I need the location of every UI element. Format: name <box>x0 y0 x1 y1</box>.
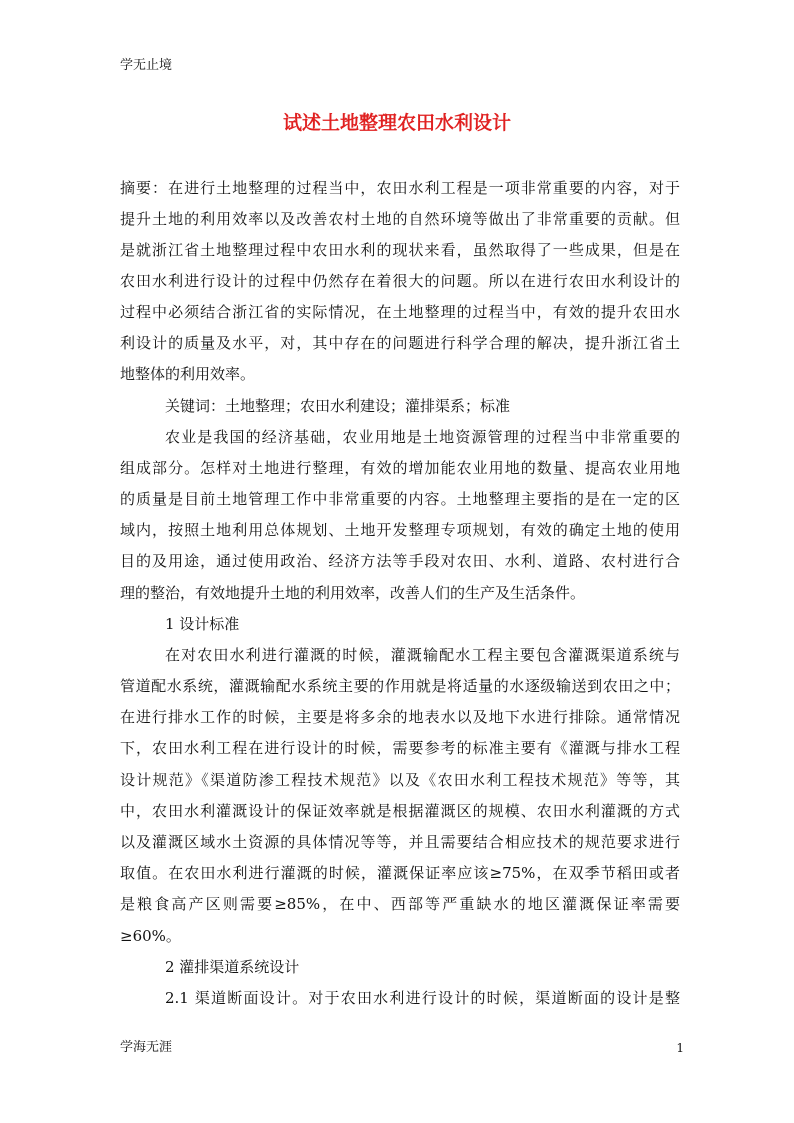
body-line: ≥60%。 <box>120 927 181 945</box>
body-line: 过程中必须结合浙江省的实际情况，在土地整理的过程当中，有效的提升农田水 <box>120 303 680 321</box>
body-line: 组成部分。怎样对土地进行整理，有效的增加能农业用地的数量、提高农业用地 <box>120 459 680 477</box>
page-footer: 学海无涯 <box>120 1040 173 1055</box>
subsection-line: 2.1 渠道断面设计。对于农田水利进行设计的时候，渠道断面的设计是整 <box>165 989 680 1007</box>
body-line: 域内，按照土地利用总体规划、土地开发整理专项规划，有效的确定土地的使用 <box>120 521 680 539</box>
body-line: 是就浙江省土地整理过程中农田水利的现状来看，虽然取得了一些成果，但是在 <box>120 241 680 259</box>
section-heading: 2 灌排渠道系统设计 <box>165 958 300 976</box>
body-line: 取值。在农田水利进行灌溉的时候，灌溉保证率应该≥75%，在双季节稻田或者 <box>120 864 680 882</box>
body-line: 是粮食高产区则需要≥85%，在中、西部等严重缺水的地区灌溉保证率需要 <box>120 895 680 913</box>
body-line: 农业是我国的经济基础，农业用地是土地资源管理的过程当中非常重要的 <box>165 428 680 446</box>
page-number: 1 <box>676 1041 684 1055</box>
body-line: 地整体的利用效率。 <box>120 365 256 383</box>
body-line: 在对农田水利进行灌溉的时候，灌溉输配水工程主要包含灌溉渠道系统与 <box>165 646 680 664</box>
body-line: 管道配水系统，灌溉输配水系统主要的作用就是将适量的水逐级输送到农田之中； <box>120 677 680 695</box>
body-line: 以及灌溉区域水土资源的具体情况等等，并且需要结合相应技术的规范要求进行 <box>120 833 680 851</box>
body-line: 理的整治，有效地提升土地的利用效率，改善人们的生产及生活条件。 <box>120 584 586 602</box>
body-line: 设计规范》《渠道防渗工程技术规范》以及《农田水利工程技术规范》等等，其 <box>120 771 680 789</box>
body-line: 利设计的质量及水平，对，其中存在的问题进行科学合理的解决，提升浙江省土 <box>120 334 680 352</box>
body-line: 下，农田水利工程在进行设计的时候，需要参考的标准主要有《灌溉与排水工程 <box>120 739 680 757</box>
body-line: 摘要：在进行土地整理的过程当中，农田水利工程是一项非常重要的内容，对于 <box>120 179 680 197</box>
body-line: 中，农田水利灌溉设计的保证效率就是根据灌溉区的规模、农田水利灌溉的方式 <box>120 802 680 820</box>
section-heading: 1 设计标准 <box>165 615 240 633</box>
body-line: 目的及用途，通过使用政治、经济方法等手段对农田、水利、道路、农村进行合 <box>120 552 680 570</box>
body-line: 的质量是目前土地管理工作中非常重要的内容。土地整理主要指的是在一定的区 <box>120 490 680 508</box>
document-title: 试述土地整理农田水利设计 <box>282 112 511 134</box>
keywords-line: 关键词：土地整理；农田水利建设；灌排渠系；标准 <box>165 397 511 415</box>
page-header: 学无止境 <box>120 58 173 73</box>
body-line: 农田水利进行设计的过程中仍然存在着很大的问题。所以在进行农田水利设计的 <box>120 272 680 290</box>
body-line: 在进行排水工作的时候，主要是将多余的地表水以及地下水进行排除。通常情况 <box>120 708 680 726</box>
body-line: 提升土地的利用效率以及改善农村土地的自然环境等做出了非常重要的贡献。但 <box>120 210 680 228</box>
